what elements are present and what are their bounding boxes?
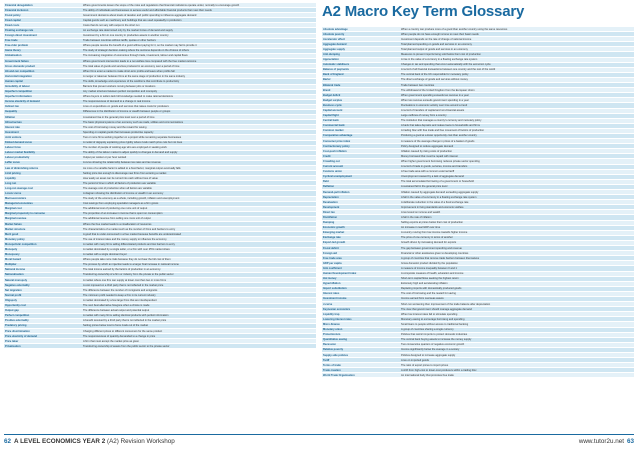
page-title: A2 Macro Key Term Glossary	[322, 3, 525, 20]
glossary-definition: A good that is under-consumed in a free market because benefits are underestimated	[82, 232, 316, 237]
glossary-term: Indirect tax	[4, 104, 82, 109]
glossary-term: Moral hazard	[4, 257, 82, 262]
glossary-term: Net migration	[4, 288, 82, 293]
glossary-term: Exchange rate	[322, 235, 400, 240]
glossary-definition: A tax on imported goods	[400, 358, 634, 363]
glossary-definition: Total planned output of goods and services in an economy	[400, 47, 634, 52]
glossary-definition: As more of a variable factor is added to a fixed factor, marginal output eventually falls	[82, 166, 316, 171]
glossary-definition: Small loans to people without access to traditional banking	[400, 322, 634, 327]
glossary-definition: A model of oligopoly explaining price rigidity where rivals match price cuts but not rises	[82, 140, 316, 145]
glossary-definition: When a country can produce more of a good than another country using the same resources	[400, 27, 634, 32]
glossary-term: Supply-side policies	[322, 353, 400, 358]
glossary-definition: The process by which an injection leads to a larger final increase in national income	[82, 262, 316, 267]
glossary-term: Free trade area	[322, 256, 400, 261]
left-glossary-row	[4, 344, 316, 349]
right-glossary-table	[322, 27, 634, 378]
glossary-definition: A group of countries sharing a single currency	[400, 327, 634, 332]
glossary-term: Price elasticity of demand	[4, 334, 82, 339]
glossary-term: Nationalisation	[4, 272, 82, 277]
glossary-definition: A bank that takes deposits and makes loans to households and firms	[400, 123, 634, 128]
glossary-term: Laffer curve	[4, 160, 82, 165]
glossary-definition: The next best alternative foregone when a choice is made	[82, 303, 316, 308]
glossary-term: Long run	[4, 181, 82, 186]
glossary-term: Bank of England	[322, 72, 400, 77]
glossary-term: Economic growth	[322, 225, 400, 230]
glossary-definition: When higher government borrowing reduces private sector spending	[400, 159, 634, 164]
glossary-term: Tariff	[322, 358, 400, 363]
glossary-term: Dumping	[322, 220, 400, 225]
right-page	[322, 3, 634, 433]
glossary-term: Joint venture	[4, 135, 82, 140]
glossary-term: Managerial economies	[4, 201, 82, 206]
glossary-term: Labour force	[4, 145, 82, 150]
glossary-definition: Large outflows of money from a country	[400, 113, 634, 118]
glossary-term: Gross domestic product	[4, 64, 82, 69]
glossary-definition: An increase in real GDP over time	[400, 225, 634, 230]
glossary-term: Brexit	[322, 88, 400, 93]
glossary-term: Customs union	[322, 169, 400, 174]
glossary-definition: The ability of individuals and businesses to access useful and affordable financial products that meet their needs	[82, 8, 316, 13]
glossary-definition: The cost of borrowing and the reward for saving	[400, 291, 634, 296]
glossary-term: Law of diminishing returns	[4, 166, 82, 171]
glossary-definition: The direct exchange of goods and services without money	[400, 77, 634, 82]
glossary-definition: The skills, knowledge and experience of the workforce that contribute to productivity	[82, 79, 316, 84]
glossary-definition: A firm that must accept the market price as given	[82, 339, 316, 344]
glossary-definition: When people do not have enough income to meet their basic needs	[400, 32, 634, 37]
glossary-term: Trade creation	[322, 368, 400, 373]
glossary-term: Output gap	[4, 308, 82, 313]
glossary-term: Negative externality	[4, 283, 82, 288]
glossary-definition: Setting prices below cost to force rivals out of the market	[82, 323, 316, 328]
glossary-term: Monetary union	[322, 327, 400, 332]
glossary-definition: How easily an asset can be turned into cash without loss of value	[82, 176, 316, 181]
glossary-term: Fiscal policy	[4, 13, 82, 18]
glossary-term: Hot money	[322, 276, 400, 281]
glossary-definition: Money borrowed that must be repaid with interest	[400, 154, 634, 159]
glossary-definition: Capital goods such as machinery and buildings that are used repeatedly in production	[82, 18, 316, 23]
glossary-definition: Producing a good at a lower opportunity cost than another country	[400, 133, 634, 138]
glossary-definition: Policy designed to reduce aggregate demand	[400, 144, 634, 149]
glossary-term: Price taker	[4, 339, 82, 344]
glossary-definition: A curve showing the relationship between tax rates and tax revenue	[82, 160, 316, 165]
footer-url[interactable]: www.tutor2u.net	[578, 438, 624, 445]
glossary-term: Macroeconomics	[4, 196, 82, 201]
glossary-term: Multiplier	[4, 262, 82, 267]
glossary-definition: When firms enter a market to make short-term profits and leave when profits fall	[82, 69, 316, 74]
glossary-definition: When low interest rates fail to stimulate spending	[400, 312, 634, 317]
glossary-term: Gini coefficient	[322, 266, 400, 271]
glossary-term: Lowering interest rates	[322, 317, 400, 322]
glossary-term: Bilateral trade	[322, 83, 400, 88]
right-page-number: 63	[626, 438, 634, 445]
glossary-term: Game theory	[4, 48, 82, 53]
left-page	[4, 3, 316, 433]
glossary-term: Monetary policy	[4, 237, 82, 242]
glossary-definition: A country moving from low income towards higher income	[400, 230, 634, 235]
glossary-term: Recession	[322, 342, 400, 347]
glossary-definition: The difference between the number of immigrants and emigrants	[82, 288, 316, 293]
glossary-definition: The additional cost of producing one more unit of output	[82, 206, 316, 211]
glossary-term: Accelerator effect	[322, 37, 400, 42]
glossary-definition: Gross domestic product divided by the population	[400, 261, 634, 266]
glossary-term: World Trade Organisation	[322, 373, 400, 378]
glossary-definition: The total accumulated borrowing of a government or household	[400, 179, 634, 184]
glossary-definition: A rise in the value of a currency in a floating exchange rate system	[400, 57, 634, 62]
glossary-term: Immobility of labour	[4, 84, 82, 89]
glossary-term: Balance of payments	[322, 67, 400, 72]
glossary-definition: Income earned from overseas assets	[400, 296, 634, 301]
glossary-definition: A deliberate reduction in the value of a fixed exchange rate	[400, 200, 634, 205]
glossary-definition: A measure of the average change in prices of a basket of goods	[400, 139, 634, 144]
glossary-definition: Where government intervention leads to a net welfare loss compared with the free market outcome	[82, 59, 316, 64]
glossary-term: Contractionary policy	[322, 144, 400, 149]
glossary-definition: A market dominated by a few large firms that are interdependent	[82, 298, 316, 303]
glossary-term: Floating exchange rate	[4, 28, 82, 33]
glossary-term: Infrastructure	[4, 120, 82, 125]
glossary-definition: A tax on expenditure on goods and services that raises costs for producers	[82, 104, 316, 109]
glossary-term: Budget deficit	[322, 93, 400, 98]
glossary-definition: Where people receive the benefit of a good without paying for it, so the market may fail to provide it	[82, 43, 316, 48]
glossary-definition: The average cost of production when all factors are variable	[82, 186, 316, 191]
glossary-definition: Where people take more risks because they do not bear the full cost of them	[82, 257, 316, 262]
glossary-definition: Short-run worsening then improvement of the trade balance after depreciation	[400, 302, 634, 307]
glossary-term: Liquidity trap	[322, 312, 400, 317]
glossary-term: Lorenz curve	[4, 191, 82, 196]
glossary-term: Aggregate demand	[322, 42, 400, 47]
glossary-definition: Inflation caused by aggregate demand exceeding aggregate supply	[400, 190, 634, 195]
glossary-term: Market failure	[4, 222, 82, 227]
glossary-definition: The increasing integration of economies through trade, investment, labour and capital flows	[82, 53, 316, 58]
glossary-definition: The total value of goods and services produced in an economy over a period of time	[82, 64, 316, 69]
glossary-definition: A record of all financial transactions between one country and the rest of the world	[400, 67, 634, 72]
glossary-definition: A market with a single dominant buyer	[82, 252, 316, 257]
glossary-term: Appreciation	[322, 57, 400, 62]
glossary-definition: The proportion of an increase in income that is spent on consumption	[82, 211, 316, 216]
glossary-definition: A free trade area with a common external tariff	[400, 169, 634, 174]
glossary-definition: Transferring ownership of assets from the public sector to the private sector	[82, 344, 316, 349]
glossary-term: Depreciation	[322, 195, 400, 200]
glossary-term: Emerging market	[322, 230, 400, 235]
glossary-definition: The period of time in which all factors of production are variable	[82, 181, 316, 186]
glossary-term: Cost-push inflation	[322, 149, 400, 154]
glossary-term: Oligopoly	[4, 298, 82, 303]
glossary-definition: When government spending exceeds tax revenue in a year	[400, 93, 634, 98]
glossary-term: Protectionism	[322, 332, 400, 337]
glossary-definition: Measures to prevent imports being sold below their cost of production	[400, 52, 634, 57]
glossary-term: Limit pricing	[4, 171, 82, 176]
glossary-term: Monopoly	[4, 247, 82, 252]
glossary-definition: A merger or takeover between firms at the same stage of production in the same industry	[82, 74, 316, 79]
glossary-term: Debt	[322, 179, 400, 184]
glossary-term: Normal profit	[4, 293, 82, 298]
glossary-definition: The ability of the labour market to adjust quickly to changes in demand and supply	[82, 150, 316, 155]
glossary-term: Monopsony	[4, 252, 82, 257]
glossary-definition: Where the free market leads to a misallocation of resources	[82, 222, 316, 227]
glossary-term: Direct tax	[322, 210, 400, 215]
glossary-term: Capital account	[322, 108, 400, 113]
glossary-definition: Differences in the distribution of income or wealth between people or groups	[82, 109, 316, 114]
glossary-term: Devaluation	[322, 200, 400, 205]
glossary-term: Export-led growth	[322, 240, 400, 245]
glossary-definition: The ratio of export prices to import prices	[400, 363, 634, 368]
glossary-term: Free-rider problem	[4, 43, 82, 48]
glossary-term: Absolute poverty	[322, 32, 400, 37]
glossary-definition: The characteristics of a market such as the number of firms and barriers to entry	[82, 227, 316, 232]
glossary-term: Common market	[322, 128, 400, 133]
glossary-definition: Two consecutive quarters of negative economic growth	[400, 342, 634, 347]
glossary-definition: Extremely high and accelerating inflation	[400, 281, 634, 286]
glossary-term: Credit	[322, 154, 400, 159]
glossary-definition: Output per worker or per hour worked	[82, 155, 316, 160]
glossary-term: Consumer price index	[322, 139, 400, 144]
glossary-definition: Government decisions about levels of taxation and public spending to influence aggregate demand	[82, 13, 316, 18]
glossary-definition: The central bank of the UK responsible for monetary policy	[400, 72, 634, 77]
glossary-definition: The view that government should manage aggregate demand	[400, 307, 634, 312]
glossary-definition: When tax revenue exceeds government spending in a year	[400, 98, 634, 103]
glossary-definition: The basic physical systems of an economy such as roads, utilities and communications	[82, 120, 316, 125]
glossary-definition: The number of people of working age who are employed or seeking work	[82, 145, 316, 150]
glossary-definition: A market where one firm can supply at lower cost than two or more firms	[82, 278, 316, 283]
glossary-definition: The additional revenue from selling one more unit of output	[82, 216, 316, 221]
footer-rule	[4, 434, 634, 435]
glossary-term: Terms of trade	[322, 363, 400, 368]
glossary-term: Imperfect information	[4, 94, 82, 99]
glossary-definition: Where buyers or sellers lack full knowledge needed to make rational decisions	[82, 94, 316, 99]
glossary-term: Import substitution	[322, 286, 400, 291]
glossary-definition: Policies that restrict imports to protect domestic industries	[400, 332, 634, 337]
glossary-definition: Two or more firms working together on a project while remaining separate businesses	[82, 135, 316, 140]
glossary-term: Foreign direct investment	[4, 33, 82, 38]
glossary-definition: Trade between two countries	[400, 83, 634, 88]
glossary-definition: Improvement in living standards and economic welfare	[400, 205, 634, 210]
glossary-term: Fiscal deficit	[322, 246, 400, 251]
glossary-term: Government failure	[4, 59, 82, 64]
glossary-definition: The institution that manages a country's currency and monetary policy	[400, 118, 634, 123]
glossary-term: Absolute advantage	[322, 27, 400, 32]
glossary-term: Keynesian economics	[322, 307, 400, 312]
glossary-term: Labour market flexibility	[4, 150, 82, 155]
glossary-term: Business cycle	[322, 103, 400, 108]
glossary-term: Financial inclusion	[4, 8, 82, 13]
glossary-term: Commercial bank	[322, 123, 400, 128]
glossary-term: Perfect competition	[4, 313, 82, 318]
glossary-definition: Monetary easing to encourage borrowing and spending	[400, 317, 634, 322]
glossary-term: Investment income	[322, 296, 400, 301]
glossary-definition: A tax levied on income and wealth	[400, 210, 634, 215]
glossary-definition: A shift from high-cost to lower-cost producers within a trading bloc	[400, 368, 634, 373]
glossary-definition: Changes in tax and spending that occur automatically with the economic cycle	[400, 62, 634, 67]
glossary-term: Long-run average cost	[4, 186, 82, 191]
glossary-term: Marginal cost	[4, 206, 82, 211]
glossary-definition: A market with many firms selling differentiated products and low barriers to entry	[82, 242, 316, 247]
glossary-definition: Charging different prices to different consumers for the same product	[82, 329, 316, 334]
glossary-definition: Barriers that prevent workers moving between jobs or locations	[82, 84, 316, 89]
glossary-definition: Where governments lessen the scope of the rules and regulations that financial institutions operate under, normally to encourage growth	[82, 3, 316, 8]
glossary-term: Fixed costs	[4, 23, 82, 28]
glossary-definition: Replacing imports with domestically produced goods	[400, 286, 634, 291]
glossary-term: Capital flight	[322, 113, 400, 118]
glossary-definition: A composite measure of health, education and income	[400, 271, 634, 276]
glossary-definition: A market dominated by a single seller, or a firm with over 25% market share	[82, 247, 316, 252]
glossary-definition: The study of the economy as a whole, including growth, inflation and unemployment	[82, 196, 316, 201]
glossary-term: Natural monopoly	[4, 278, 82, 283]
glossary-definition: Investment depends on the rate of change of national income	[400, 37, 634, 42]
glossary-term: Marginal propensity to consume	[4, 211, 82, 216]
glossary-term: Comparative advantage	[322, 133, 400, 138]
glossary-definition: A fall in the value of a currency in a floating exchange rate system	[400, 195, 634, 200]
glossary-definition: The minimum profit needed to keep a firm in its current industry	[82, 293, 316, 298]
glossary-definition: Selling exports at prices below their cost of production	[400, 220, 634, 225]
glossary-term: Labour productivity	[4, 155, 82, 160]
glossary-definition: The use of interest rates and the money supply to influence the economy	[82, 237, 316, 242]
glossary-term: Income elasticity of demand	[4, 99, 82, 104]
glossary-term: Financial deregulation	[4, 3, 82, 8]
glossary-term: Fixed capital	[4, 18, 82, 23]
glossary-term: Price discrimination	[4, 329, 82, 334]
glossary-term: Imperfect competition	[4, 89, 82, 94]
glossary-term: Market structure	[4, 227, 82, 232]
glossary-term: Deflation	[322, 184, 400, 189]
glossary-definition: The withdrawal of the United Kingdom from the European Union	[400, 88, 634, 93]
glossary-definition: Total planned spending on goods and services in an economy	[400, 42, 634, 47]
glossary-term: Monopolistic competition	[4, 242, 82, 247]
glossary-definition: A market with many firms selling identical products with perfect information	[82, 313, 316, 318]
glossary-definition: A sustained rise in the general price level over a period of time	[82, 115, 316, 120]
footer-title: A LEVEL ECONOMICS YEAR 2	[14, 438, 106, 445]
glossary-definition: A measure of income inequality between 0 and 1	[400, 266, 634, 271]
glossary-term: Foreign aid	[322, 251, 400, 256]
glossary-definition: The total income earned by the factors of production in an economy	[82, 267, 316, 272]
glossary-definition: Policies designed to increase aggregate supply	[400, 353, 634, 358]
footer-right	[322, 436, 634, 450]
glossary-term: GDP per capita	[322, 261, 400, 266]
glossary-definition: Costs that do not vary with output in the short run	[82, 23, 316, 28]
left-page-number: 62	[4, 438, 12, 445]
glossary-term: Cyclical unemployment	[322, 174, 400, 179]
footer-subtitle: (A2) Revision Workshop	[105, 438, 175, 445]
glossary-term: Disinflation	[322, 215, 400, 220]
glossary-definition: A fall in the rate of inflation	[400, 215, 634, 220]
glossary-definition: A sustained fall in the general price level	[400, 184, 634, 189]
title-block	[322, 3, 634, 25]
glossary-term: J-curve	[322, 302, 400, 307]
glossary-term: Privatisation	[4, 344, 82, 349]
glossary-term: Development	[322, 205, 400, 210]
glossary-definition: A group of countries that remove trade barriers between themselves	[400, 256, 634, 261]
glossary-term: Aggregate supply	[322, 47, 400, 52]
left-glossary-table	[4, 3, 316, 349]
glossary-definition: The responsiveness of quantity demanded to a change in price	[82, 334, 316, 339]
glossary-term: Automatic stabilisers	[322, 62, 400, 67]
glossary-definition: Setting price low enough to discourage new firms from entering a market	[82, 171, 316, 176]
glossary-term: Marginal revenue	[4, 216, 82, 221]
glossary-definition: The price of one currency in terms of another	[400, 235, 634, 240]
glossary-term: Interest rate	[4, 125, 82, 130]
glossary-definition: A record of trade in goods, services, income and transfers	[400, 164, 634, 169]
glossary-term: Kinked demand curve	[4, 140, 82, 145]
glossary-term: Current account	[322, 164, 400, 169]
glossary-term: Budget surplus	[322, 98, 400, 103]
glossary-term: Human Development Index	[322, 271, 400, 276]
glossary-term: Demand-pull inflation	[322, 190, 400, 195]
glossary-term: Quantitative easing	[322, 337, 400, 342]
glossary-definition: Unemployment caused by a lack of aggregate demand	[400, 174, 634, 179]
glossary-definition: Spending on capital goods that increases productive capacity	[82, 130, 316, 135]
glossary-term: Inflation	[4, 115, 82, 120]
glossary-term: Barter	[322, 77, 400, 82]
glossary-definition: A diagram showing the distribution of income or wealth in an economy	[82, 191, 316, 196]
glossary-term: Hit-and-run competition	[4, 69, 82, 74]
glossary-definition: The cost of borrowing money and the reward for saving	[82, 125, 316, 130]
right-glossary-row	[322, 373, 634, 378]
glossary-definition: The difference between actual output and potential output	[82, 308, 316, 313]
glossary-definition: A trading bloc with free trade and free movement of factors of production	[400, 128, 634, 133]
glossary-term: Free trade	[4, 38, 82, 43]
glossary-term: Micro-finance	[322, 322, 400, 327]
glossary-definition: Income significantly below the average in a society	[400, 347, 634, 352]
glossary-definition: A benefit received by a third party that is not reflected in the market price	[82, 318, 316, 323]
glossary-term: Globalisation	[4, 53, 82, 58]
glossary-term: Human capital	[4, 79, 82, 84]
glossary-definition: Inflation caused by rising costs of production	[400, 149, 634, 154]
glossary-term: Horizontal integration	[4, 74, 82, 79]
glossary-definition: A record of transfers of capital and non-financial assets	[400, 108, 634, 113]
glossary-definition: Fluctuations in economic activity over time around a trend	[400, 103, 634, 108]
glossary-definition: Financial or other assistance given to developing countries	[400, 251, 634, 256]
glossary-definition: The gap between government spending and revenue	[400, 246, 634, 251]
glossary-term: Central bank	[322, 118, 400, 123]
glossary-term: Predatory pricing	[4, 323, 82, 328]
glossary-term: Opportunity cost	[4, 303, 82, 308]
glossary-term: Merit good	[4, 232, 82, 237]
glossary-term: National income	[4, 267, 82, 272]
glossary-definition: Investment by a firm in one country in productive assets in another country	[82, 33, 316, 38]
glossary-definition: Trade between countries without tariffs, quotas or other barriers	[82, 38, 316, 43]
glossary-definition: Cost savings from employing specialist managers as a firm grows	[82, 201, 316, 206]
glossary-term: Interest rates	[322, 291, 400, 296]
glossary-definition: Transferring ownership of a firm or industry from the private to the public sector	[82, 272, 316, 277]
glossary-term: Investment	[4, 130, 82, 135]
glossary-definition: Short-term capital flows seeking the highest return	[400, 276, 634, 281]
footer-left	[4, 436, 316, 450]
glossary-term: Inequality	[4, 109, 82, 114]
glossary-definition: Growth driven by increasing demand for exports	[400, 240, 634, 245]
glossary-term: Relative poverty	[322, 347, 400, 352]
glossary-definition: An international body that promotes free trade	[400, 373, 634, 378]
glossary-term: Hyperinflation	[322, 281, 400, 286]
glossary-definition: A cost imposed on a third party that is not reflected in the market price	[82, 283, 316, 288]
glossary-definition: The study of strategic decision-making where the outcome depends on the choices of others	[82, 48, 316, 53]
glossary-term: Liquidity	[4, 176, 82, 181]
glossary-definition: The central bank buying assets to increase the money supply	[400, 337, 634, 342]
glossary-term: Crowding out	[322, 159, 400, 164]
glossary-definition: An exchange rate determined only by the market forces of demand and supply	[82, 28, 316, 33]
glossary-definition: Any market structure between perfect competition and monopoly	[82, 89, 316, 94]
glossary-term: Anti-dumping	[322, 52, 400, 57]
glossary-term: Positive externality	[4, 318, 82, 323]
glossary-definition: The responsiveness of demand to a change in real income	[82, 99, 316, 104]
